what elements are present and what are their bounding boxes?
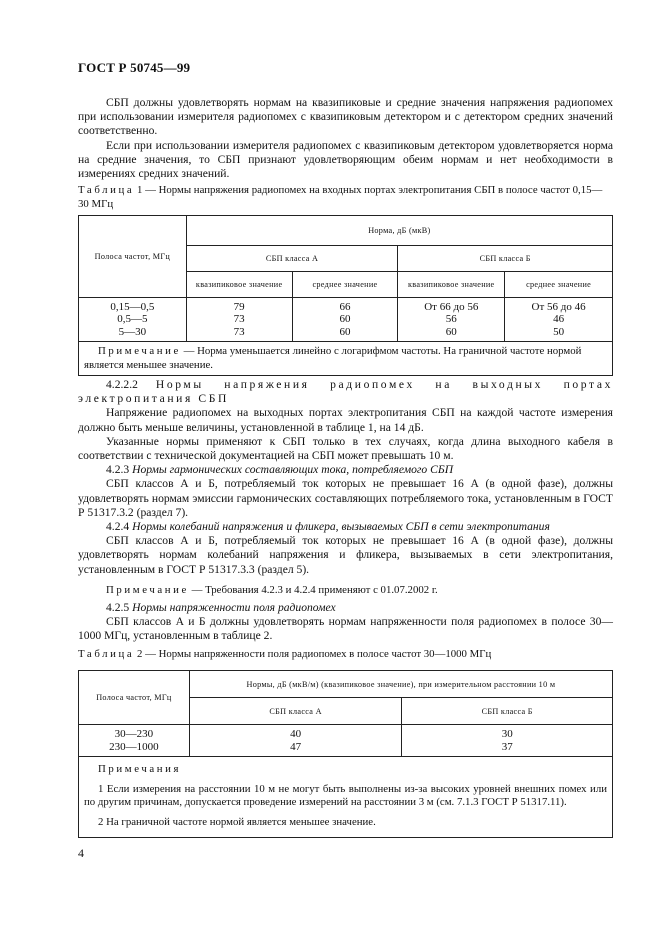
table1-note-text: — Норма уменьшается линейно с логарифмом частоты. На граничной частоте нормой является меньшее значение. <box>84 345 582 371</box>
section-423-heading <box>78 463 613 477</box>
table1-caption-text: 1 — Нормы напряжения радиопомех на входных портах электропитания СБП в полосе частот 0,15—30 МГц <box>78 184 603 210</box>
table-cell: 66 <box>339 300 351 313</box>
note-text: — Требования 4.2.3 и 4.2.4 применяют с 01.07.2002 г. <box>188 583 438 596</box>
standard-header: ГОСТ Р 50745—99 <box>78 60 191 75</box>
section-4222-paragraph-2: Указанные нормы применяют к СБП только в тех случаях, когда длина выходного кабеля в соответствии с технической документацией на СБП может превышать 10 м. <box>78 434 613 463</box>
table-cell: 79 <box>233 300 245 313</box>
table2-b-cell <box>402 725 613 757</box>
table2-caption-text: 2 — Нормы напряженности поля радиопомех в полосе частот 30—1000 МГц <box>134 648 492 660</box>
table-cell: 73 <box>233 325 245 338</box>
note-word: Примечание <box>106 583 189 596</box>
table1-b-avg-cell <box>505 298 613 342</box>
table-cell: 60 <box>445 325 457 338</box>
table-cell: 47 <box>290 740 302 753</box>
table2-note-2: 2 На граничной частоте нормой является меньшее значение. <box>98 815 376 828</box>
section-number: 4.2.2.2 <box>106 378 138 391</box>
table1-note-word: Примечание <box>98 345 181 357</box>
table1-header-norm: Норма, дБ (мкВ) <box>186 216 612 246</box>
table2-freq-cell <box>79 725 190 757</box>
section-4222-paragraph-1: Напряжение радиопомех на выходных портах электропитания СБП на каждой частоте измерения должно быть меньше величины, установленной в таблице 1, на 14 дБ. <box>78 406 613 434</box>
table1-header-b-qp: квазипиковое значение <box>398 272 505 298</box>
table1 <box>78 215 613 376</box>
section-424-heading <box>78 520 613 534</box>
table-row <box>79 298 613 342</box>
table1-freq-cell <box>79 298 187 342</box>
section-number: 4.2.4 <box>106 520 130 534</box>
section-number: 4.2.3 <box>106 463 130 477</box>
table1-note <box>79 342 613 376</box>
section-425-paragraph: СБП классов А и Б должны удовлетворять нормам напряженности поля радиопомех в полосе 30—1000 МГц, установленным в таблице 2. <box>78 615 613 643</box>
table-cell: 230—1000 <box>109 740 159 753</box>
intro-paragraph-1: СБП должны удовлетворять нормам на квазипиковые и средние значения напряжения радиопомех при использовании измерителя радиопомех с квазипиковым детектором и с детектором средних значений соответственно. <box>78 96 613 138</box>
table2-notes <box>79 757 613 838</box>
table1-caption-word: Таблица <box>78 184 135 196</box>
table-cell: От 56 до 46 <box>531 300 586 313</box>
table-cell: 30 <box>501 728 513 740</box>
table1-caption <box>78 184 613 211</box>
section-4222-heading <box>78 378 613 406</box>
section-title: Нормы колебаний напряжения и фликера, вызываемых СБП в сети электропитания <box>132 520 550 534</box>
table1-header-b-avg: среднее значение <box>505 272 613 298</box>
page-number: 4 <box>78 846 84 860</box>
table2-header-norm: Нормы, дБ (мкВ/м) (квазипиковое значение), при измерительном расстоянии 10 м <box>189 671 612 698</box>
table-cell: 0,15—0,5 <box>110 300 155 313</box>
table-cell: 56 <box>445 313 457 326</box>
table1-header-freq: Полоса частот, МГц <box>79 216 187 298</box>
table-row <box>79 725 613 757</box>
table-cell: 50 <box>553 325 565 338</box>
table-cell: 37 <box>501 740 513 753</box>
table-cell: 60 <box>339 325 351 338</box>
table1-b-qp-cell <box>398 298 505 342</box>
table1-header-class-a: СБП класса А <box>186 246 398 272</box>
table2-a-cell <box>189 725 402 757</box>
table2-notes-title: Примечания <box>98 763 182 775</box>
table2-note-1: 1 Если измерения на расстоянии 10 м не могут быть выполнены из-за высоких уровней внешних помех или по другим причинам, допускается проведение измерений на расстоянии 3 м (см. 7.1.3 ГОСТ Р 51317.11). <box>84 782 607 808</box>
table-cell: 0,5—5 <box>117 313 148 326</box>
requirements-note <box>78 583 613 597</box>
table-cell: От 66 до 56 <box>424 300 479 313</box>
table-cell: 30—230 <box>114 728 154 740</box>
section-title: Нормы напряженности поля радиопомех <box>132 601 336 615</box>
section-425-heading <box>78 601 613 615</box>
table-cell: 46 <box>553 313 565 326</box>
table-cell: 60 <box>339 313 351 326</box>
table1-header-a-qp: квазипиковое значение <box>186 272 292 298</box>
table2-header-freq: Полоса частот, МГц <box>79 671 190 725</box>
table1-a-avg-cell <box>292 298 398 342</box>
table2 <box>78 670 613 838</box>
intro-block <box>78 96 613 181</box>
table2-caption <box>78 648 613 662</box>
table2-header-class-a: СБП класса А <box>189 698 402 725</box>
table2-header-class-b: СБП класса Б <box>402 698 613 725</box>
table-cell: 73 <box>233 313 245 326</box>
section-title: Нормы гармонических составляющих тока, потребляемого СБП <box>132 463 454 477</box>
section-424-paragraph: СБП классов А и Б, потребляемый ток которых не превышает 16 А (в одной фазе), должны удовлетворять нормам колебаний напряжения и фликера, вызываемых в сети электропитания, установленным в ГОСТ Р 51317.3.3 (раздел 5). <box>78 534 613 576</box>
intro-paragraph-2: Если при использовании измерителя радиопомех с квазипиковым детектором удовлетворяется норма на средние значения, то СБП признают удовлетворяющим обеим нормам и нет необходимости в измерениях средних значений. <box>78 138 613 181</box>
sections-block <box>78 378 613 644</box>
table2-caption-word: Таблица <box>78 648 135 660</box>
table-cell: 5—30 <box>118 325 147 338</box>
table1-a-qp-cell <box>186 298 292 342</box>
section-423-paragraph: СБП классов А и Б, потребляемый ток которых не превышает 16 А (в одной фазе), должны удовлетворять нормам эмиссии гармонических составляющих потребляемого тока, установленным в ГОСТ Р 51317.3.2 (раздел 7). <box>78 477 613 519</box>
section-title: Нормы напряжения радиопомех на выходных портах электропитания СБП <box>78 378 614 406</box>
table1-header-class-b: СБП класса Б <box>398 246 613 272</box>
table1-header-a-avg: среднее значение <box>292 272 398 298</box>
section-number: 4.2.5 <box>106 601 130 615</box>
table-cell: 40 <box>290 728 302 740</box>
